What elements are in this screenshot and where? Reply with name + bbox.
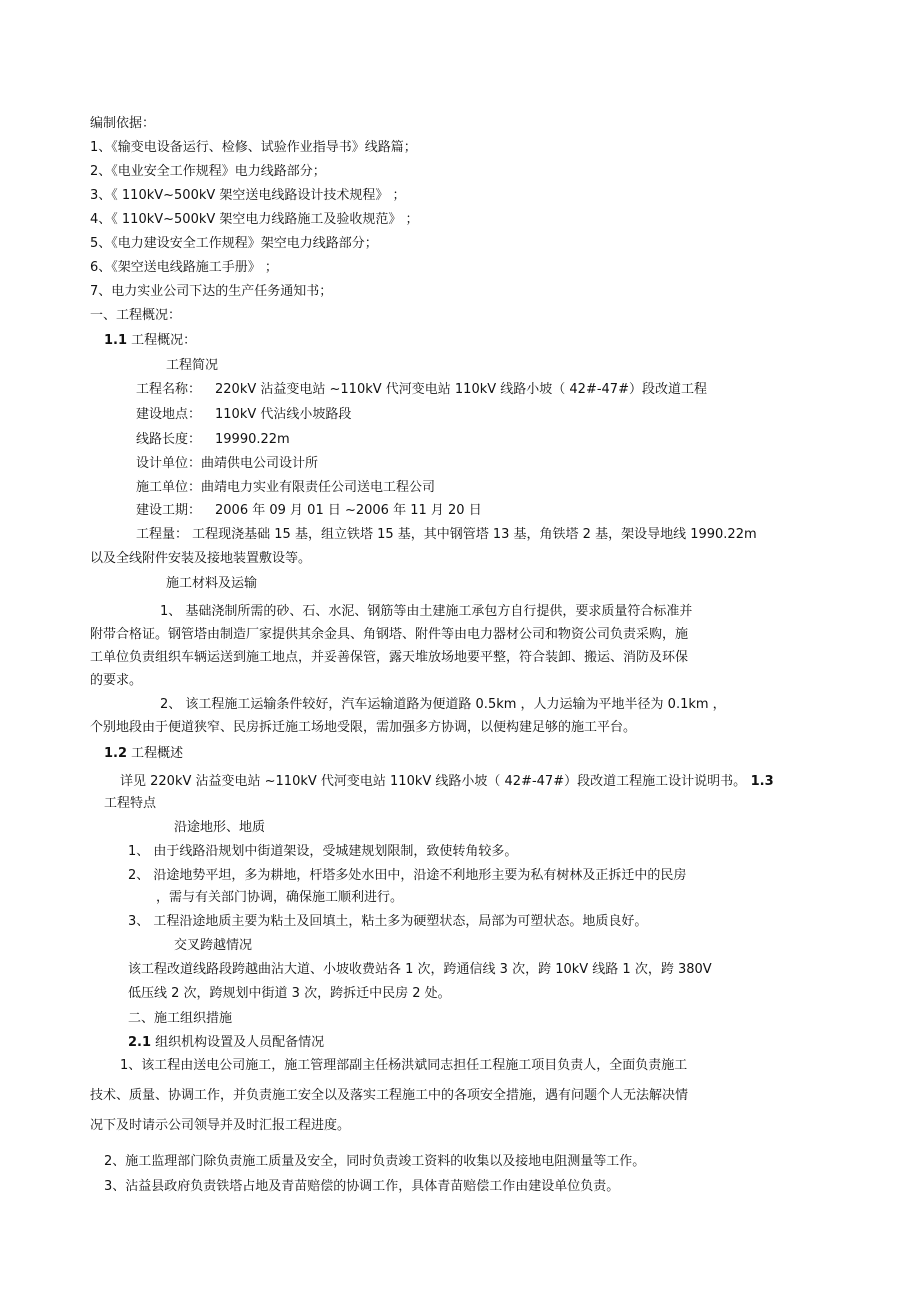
list-item: 3、 工程沿途地质主要为粘土及回填土，粘土多为硬塑状态，局部为可塑状态。地质良好。 [128, 914, 648, 929]
paragraph-line: 况下及时请示公司领导并及时汇报工程进度。 [90, 1118, 351, 1133]
overview-line [120, 773, 774, 791]
field-value: 2006 年 09 月 01 日 ~2006 年 11 月 20 日 [215, 503, 482, 518]
summary-title: 工程简况 [166, 358, 219, 373]
section-2-1-heading [128, 1034, 324, 1052]
list-item: 1、 由于线路沿规划中街道架设，受城建规划限制，致使转角较多。 [128, 844, 518, 859]
field-value: 220kV 沾益变电站 ~110kV 代河变电站 110kV 线路小坡（ 42#-47#）段改道工程 [215, 382, 707, 397]
paragraph-line: 的要求。 [90, 673, 143, 688]
design-unit-row [136, 455, 318, 473]
field-label: 建设地点： [136, 407, 202, 422]
crossing-title: 交叉跨越情况 [174, 938, 253, 953]
line-length-row [136, 431, 290, 449]
section-1-2-heading [104, 745, 183, 763]
section-1-1-heading [104, 332, 196, 350]
project-site-row [136, 406, 351, 424]
basis-item: 7、电力实业公司下达的生产任务通知书； [90, 284, 333, 299]
basis-item: 1、《输变电设备运行、检修、试验作业指导书》线路篇； [90, 140, 417, 155]
section-2-title: 二、施工组织措施 [128, 1011, 233, 1026]
basis-item: 2、《电业安全工作规程》电力线路部分； [90, 164, 326, 179]
field-value: 曲靖电力实业有限责任公司送电工程公司 [201, 480, 436, 495]
quantity-line: 工程量： 工程现浇基础 15 基，组立铁塔 15 基，其中钢管塔 13 基，角铁塔 2 基，架设导地线 1990.22m [136, 527, 757, 542]
crossing-line: 该工程改道线路段跨越曲沾大道、小坡收费站各 1 次，跨通信线 3 次，跨 10kV 线路 1 次，跨 380V [128, 962, 712, 977]
basis-item: 4、《 110kV~500kV 架空电力线路施工及验收规范》 ； [90, 212, 419, 227]
section-title: 工程概况： [127, 333, 197, 348]
basis-item: 3、《 110kV~500kV 架空送电线路设计技术规程》 ； [90, 188, 406, 203]
quantity-line: 以及全线附件安装及接地装置敷设等。 [90, 551, 312, 566]
paragraph-line: 工单位负责组织车辆运送到施工地点，并妥善保管，露天堆放场地要平整，符合装卸、搬运、消防及环保 [90, 650, 689, 665]
section-title: 组织机构设置及人员配备情况 [151, 1035, 325, 1050]
field-label: 施工单位： [136, 480, 202, 495]
section-title: 工程概述 [127, 746, 184, 761]
basis-heading: 编制依据： [90, 116, 156, 131]
section-number: 2.1 [128, 1035, 152, 1050]
paragraph-line: 技术、质量、协调工作，并负责施工安全以及落实工程施工中的各项安全措施，遇有问题个人无法解决情 [90, 1088, 689, 1103]
paragraph-line: 1、 基础浇制所需的砂、石、水泥、钢筋等由土建施工承包方自行提供，要求质量符合标准并 [160, 604, 693, 619]
field-label: 设计单位： [136, 456, 202, 471]
paragraph-line: 3、沾益县政府负责铁塔占地及青苗赔偿的协调工作，具体青苗赔偿工作由建设单位负责。 [104, 1179, 620, 1194]
field-value: 曲靖供电公司设计所 [201, 456, 319, 471]
crossing-line: 低压线 2 次，跨规划中街道 3 次，跨拆迁中民房 2 处。 [128, 986, 451, 1001]
basis-item: 5、《电力建设安全工作规程》架空电力线路部分； [90, 236, 378, 251]
section-number: 1.2 [104, 746, 128, 761]
basis-item: 6、《架空送电线路施工手册》 ； [90, 260, 278, 275]
terrain-title: 沿途地形、地质 [174, 820, 266, 835]
paragraph-line: 个别地段由于便道狭窄、民房拆迁施工场地受限，需加强多方协调，以便构建足够的施工平台。 [90, 720, 637, 735]
section-number: 1.1 [104, 333, 128, 348]
field-label: 线路长度： [136, 432, 202, 447]
field-label: 建设工期： [136, 503, 202, 518]
section-1-3-title: 工程特点 [104, 796, 157, 811]
field-value: 110kV 代沾线小坡路段 [215, 407, 352, 422]
field-label: 工程名称： [136, 382, 202, 397]
project-name-row [136, 381, 707, 399]
construction-unit-row [136, 479, 435, 497]
paragraph-line: 1、该工程由送电公司施工，施工管理部副主任杨洪斌同志担任工程施工项目负责人，全面负责施工 [120, 1058, 688, 1073]
construction-period-row [136, 502, 482, 520]
section-number: 1.3 [746, 774, 774, 789]
paragraph-line: 2、施工监理部门除负责施工质量及安全，同时负责竣工资料的收集以及接地电阻测量等工作。 [104, 1154, 646, 1169]
list-item: 2、 沿途地势平坦，多为耕地，杆塔多处水田中，沿途不利地形主要为私有树林及正拆迁中的民房 [128, 868, 687, 883]
overview-text: 详见 220kV 沾益变电站 ~110kV 代河变电站 110kV 线路小坡（ 42#-47#）段改道工程施工设计说明书。 [120, 774, 747, 789]
field-value: 19990.22m [215, 432, 290, 447]
list-item: ，需与有关部门协调，确保施工顺利进行。 [156, 890, 404, 905]
section-1-title: 一、工程概况： [90, 308, 182, 323]
paragraph-line: 2、 该工程施工运输条件较好，汽车运输道路为便道路 0.5km ，人力运输为平地半径为 0.1km ， [160, 697, 726, 712]
material-title: 施工材料及运输 [166, 576, 258, 591]
paragraph-line: 附带合格证。钢管塔由制造厂家提供其余金具、角钢塔、附件等由电力器材公司和物资公司负责采购，施 [90, 627, 689, 642]
